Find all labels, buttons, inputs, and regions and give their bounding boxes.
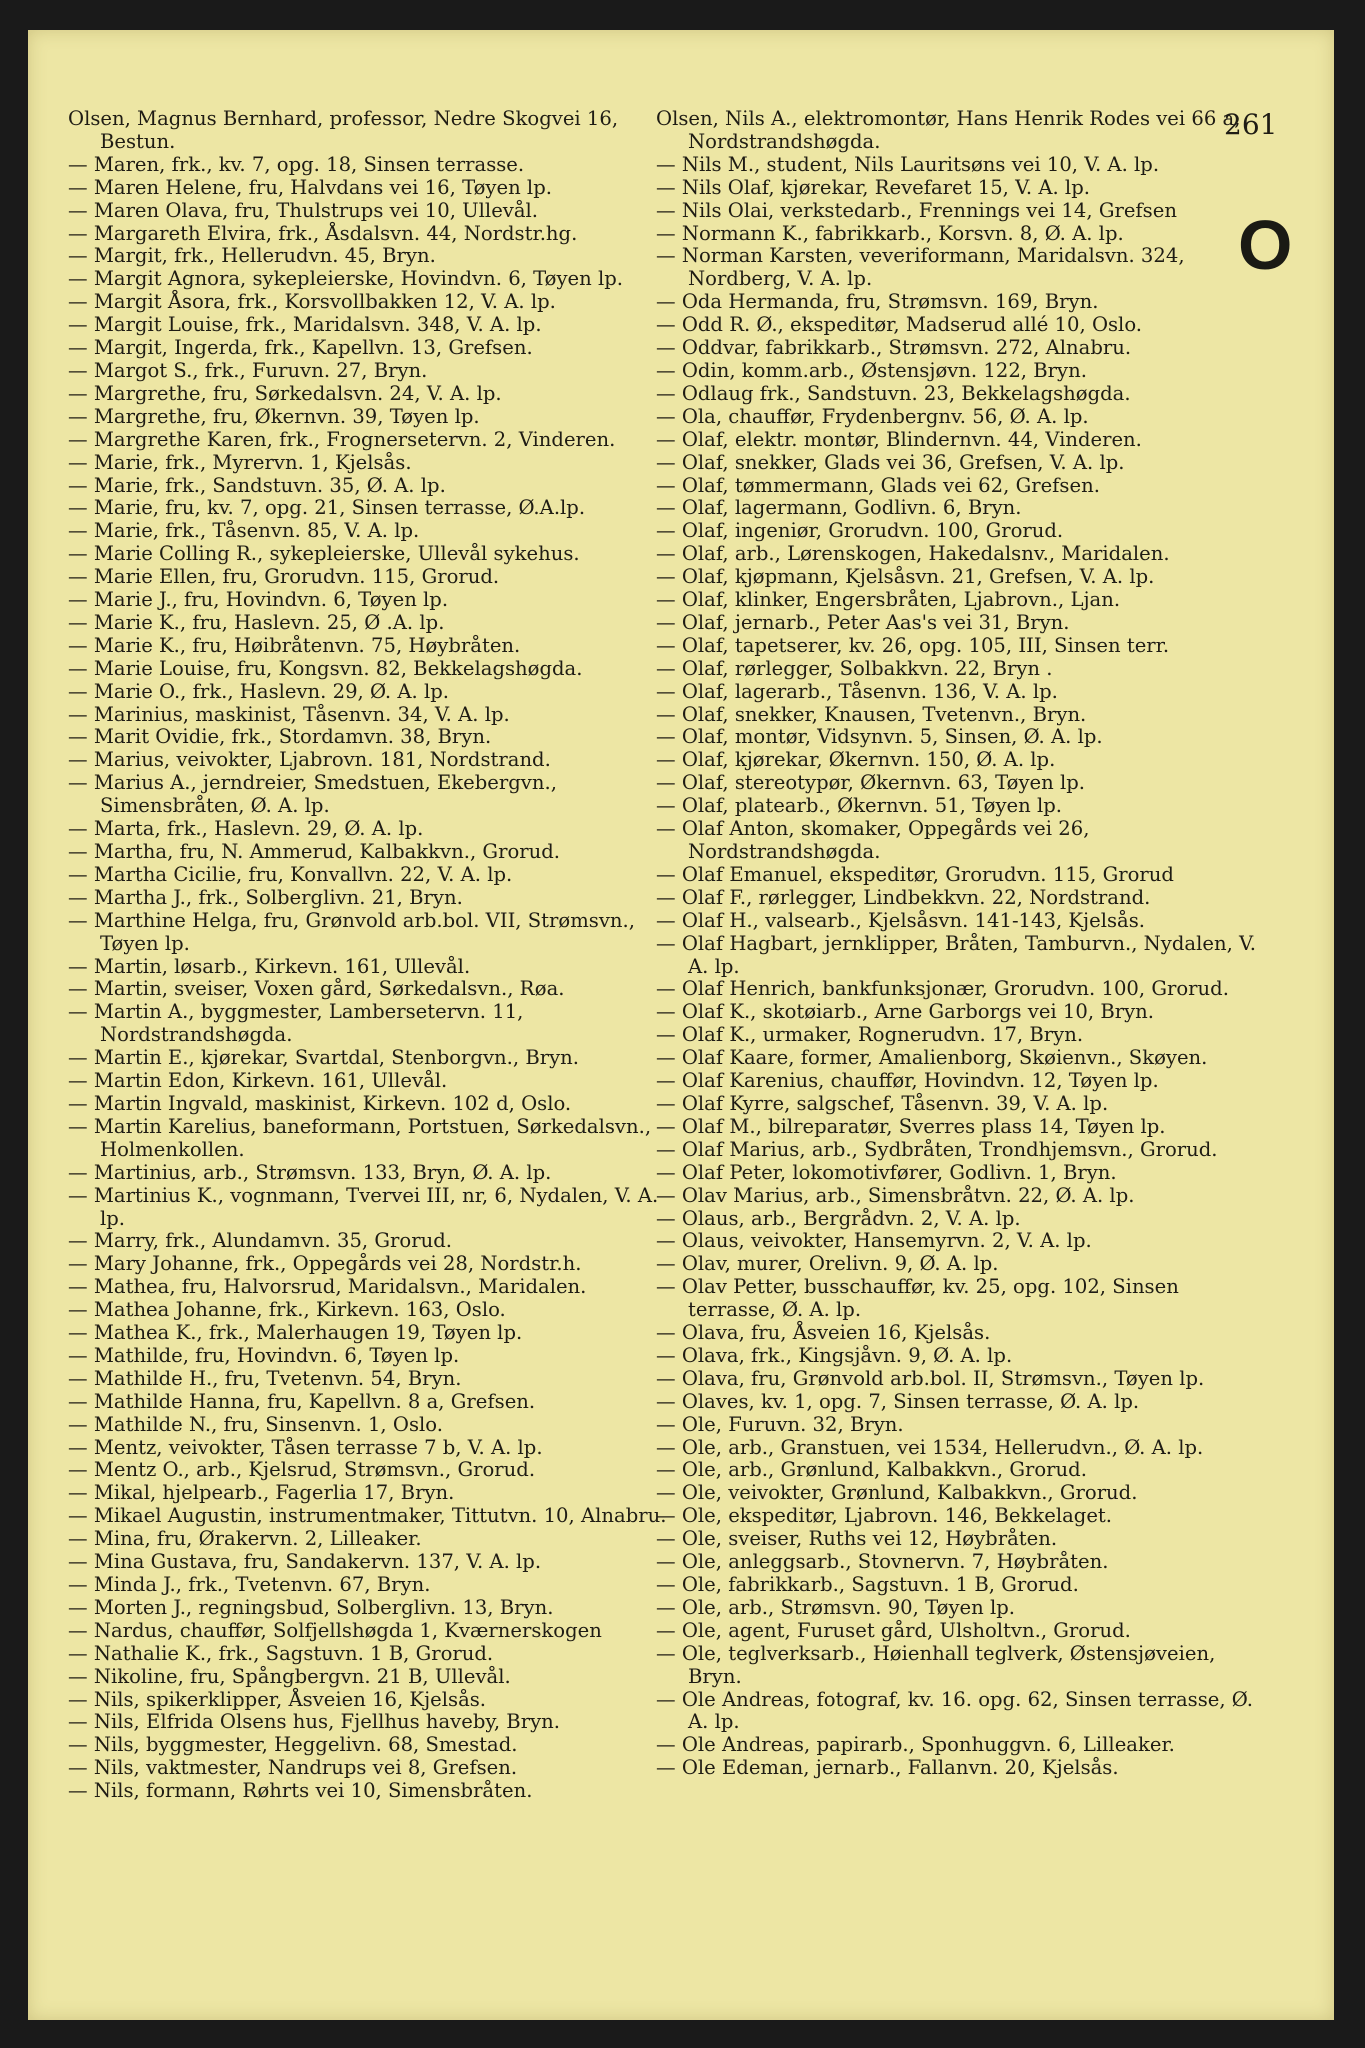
directory-entry: — Margit Agnora, sykepleierske, Hovindvn. 6, Tøyen lp. bbox=[68, 267, 624, 291]
directory-entry: — Olaf F., rørlegger, Lindbekkvn. 22, Nordstrand. bbox=[656, 885, 1151, 909]
directory-entry: — Ola, chauffør, Frydenbergnv. 56, Ø. A. lp. bbox=[656, 404, 1089, 428]
directory-entry: — Nils, spikerklipper, Åsveien 16, Kjelsås. bbox=[68, 1687, 487, 1711]
directory-entry: — Marie Louise, fru, Kongsvn. 82, Bekkelagshøgda. bbox=[68, 656, 583, 680]
directory-entry: — Olaf, montør, Vidsynvn. 5, Sinsen, Ø. A. lp. bbox=[656, 725, 1103, 749]
directory-entry: — Olava, fru, Åsveien 16, Kjelsås. bbox=[656, 1321, 991, 1345]
directory-entry: — Mina Gustava, fru, Sandakervn. 137, V. A. lp. bbox=[68, 1550, 542, 1574]
directory-entry: — Olaf, klinker, Engersbråten, Ljabrovn., Ljan. bbox=[656, 588, 1121, 612]
directory-entry: — Olaf, elektr. montør, Blindernvn. 44, Vinderen. bbox=[656, 427, 1142, 451]
directory-entry: — Nardus, chauffør, Solfjellshøgda 1, Kværnerskogen bbox=[68, 1618, 602, 1642]
directory-entry: — Ole Edeman, jernarb., Fallanvn. 20, Kjelsås. bbox=[656, 1756, 1119, 1780]
directory-entry: — Marie J., fru, Hovindvn. 6, Tøyen lp. bbox=[68, 588, 449, 612]
directory-entry: — Mathilde, fru, Hovindvn. 6, Tøyen lp. bbox=[68, 1343, 460, 1367]
directory-entry: — Maren Helene, fru, Halvdans vei 16, Tøyen lp. bbox=[68, 175, 552, 199]
directory-entry: — Olaf, kjørekar, Økernvn. 150, Ø. A. lp. bbox=[656, 748, 1056, 772]
directory-page bbox=[28, 30, 1334, 2020]
directory-entry: — Olaf, arb., Lørenskogen, Hakedalsnv., Maridalen. bbox=[656, 542, 1170, 566]
directory-entry: — Marie, frk., Sandstuvn. 35, Ø. A. lp. bbox=[68, 473, 446, 497]
directory-entry: — Marius, veivokter, Ljabrovn. 181, Nordstrand. bbox=[68, 748, 551, 772]
directory-entry: — Nils, byggmester, Heggelivn. 68, Smestad. bbox=[68, 1733, 518, 1757]
directory-entry: — Ole, Furuvn. 32, Bryn. bbox=[656, 1412, 904, 1436]
directory-entry: — Olav, murer, Orelivn. 9, Ø. A. lp. bbox=[656, 1252, 999, 1276]
directory-entry: — Ole, arb., Grønlund, Kalbakkvn., Grorud. bbox=[656, 1458, 1087, 1482]
directory-entry: — Martha Cicilie, fru, Konvallvn. 22, V. A. lp. bbox=[68, 862, 513, 886]
directory-entry: — Martin, sveiser, Voxen gård, Sørkedalsvn., Røa. bbox=[68, 977, 565, 1001]
directory-entry: — Mary Johanne, frk., Oppegårds vei 28, Nordstr.h. bbox=[68, 1252, 582, 1276]
directory-entry: — Marie Ellen, fru, Grorudvn. 115, Grorud. bbox=[68, 565, 500, 589]
directory-entry: — Mentz, veivokter, Tåsen terrasse 7 b, V. A. lp. bbox=[68, 1435, 543, 1459]
directory-entry: — Marie, frk., Tåsenvn. 85, V. A. lp. bbox=[68, 519, 420, 543]
directory-entry: — Margit Åsora, frk., Korsvollbakken 12, V. A. lp. bbox=[68, 290, 556, 314]
directory-entry: — Olaf, rørlegger, Solbakkvn. 22, Bryn . bbox=[656, 656, 1053, 680]
directory-entry: — Nils, vaktmester, Nandrups vei 8, Grefsen. bbox=[68, 1756, 518, 1780]
directory-entry: — Martinius K., vognmann, Tvervei III, nr, 6, Nydalen, V. A. lp. bbox=[68, 1183, 659, 1230]
directory-entry: — Margot S., frk., Furuvn. 27, Bryn. bbox=[68, 358, 428, 382]
directory-entry: — Marie Colling R., sykepleierske, Ullevål sykehus. bbox=[68, 542, 580, 566]
directory-entry: — Normann K., fabrikkarb., Korsvn. 8, Ø. A. lp. bbox=[656, 221, 1124, 245]
directory-entry: — Nathalie K., frk., Sagstuvn. 1 B, Grorud. bbox=[68, 1641, 494, 1665]
directory-entry: — Olaf K., urmaker, Rognerudvn. 17, Bryn. bbox=[656, 1023, 1084, 1047]
directory-entry: — Morten J., regningsbud, Solberglivn. 13, Bryn. bbox=[68, 1595, 554, 1619]
directory-entry: Olsen, Nils A., elektromontør, Hans Henrik Rodes vei 66 a, Nordstrandshøgda. bbox=[656, 107, 1241, 153]
directory-entry: — Nikoline, fru, Spångbergvn. 21 B, Ullevål. bbox=[68, 1664, 511, 1688]
directory-entry: — Ole, veivokter, Grønlund, Kalbakkvn., Grorud. bbox=[656, 1481, 1138, 1505]
directory-entry: — Olaus, arb., Bergrådvn. 2, V. A. lp. bbox=[656, 1206, 1021, 1230]
directory-entry: — Nils Olaf, kjørekar, Revefaret 15, V. A. lp. bbox=[656, 175, 1090, 199]
directory-entry: — Oda Hermanda, fru, Strømsvn. 169, Bryn. bbox=[656, 290, 1099, 314]
directory-entry: — Mathea, fru, Halvorsrud, Maridalsvn., Maridalen. bbox=[68, 1275, 587, 1299]
directory-entry: — Maren Olava, fru, Thulstrups vei 10, Ullevål. bbox=[68, 198, 539, 222]
directory-entry: — Olav Petter, busschauffør, kv. 25, opg. 102, Sinsen terrasse, Ø. A. lp. bbox=[656, 1275, 1179, 1322]
section-letter: O bbox=[1238, 206, 1293, 284]
directory-entry: — Olaf Emanuel, ekspeditør, Grorudvn. 115, Grorud bbox=[656, 862, 1174, 886]
directory-entry: — Ole, agent, Furuset gård, Ulsholtvn., Grorud. bbox=[656, 1618, 1131, 1642]
directory-entry: — Marie, frk., Myrervn. 1, Kjelsås. bbox=[68, 450, 412, 474]
directory-entry: — Olav Marius, arb., Simensbråtvn. 22, Ø. A. lp. bbox=[656, 1183, 1135, 1207]
directory-entry: — Nils M., student, Nils Lauritsøns vei 10, V. A. lp. bbox=[656, 152, 1160, 176]
directory-entry: — Marie K., fru, Haslevn. 25, Ø .A. lp. bbox=[68, 610, 445, 634]
directory-entry: — Margrethe, fru, Økernvn. 39, Tøyen lp. bbox=[68, 404, 480, 428]
right-column bbox=[656, 108, 1256, 1780]
directory-entry: — Marthine Helga, fru, Grønvold arb.bol. VII, Strømsvn., Tøyen lp. bbox=[68, 908, 636, 955]
directory-entry: — Olaf, ingeniør, Grorudvn. 100, Grorud. bbox=[656, 519, 1064, 543]
directory-entry: — Martin A., byggmester, Lambersetervn. 11, Nordstrandshøgda. bbox=[68, 1000, 524, 1047]
directory-entry: — Martha, fru, N. Ammerud, Kalbakkvn., Grorud. bbox=[68, 840, 560, 863]
directory-entry: — Olaus, veivokter, Hansemyrvn. 2, V. A. lp. bbox=[656, 1229, 1092, 1253]
directory-entry: — Margit Louise, frk., Maridalsvn. 348, V. A. lp. bbox=[68, 313, 542, 337]
directory-entry: — Olaf Hagbart, jernklipper, Bråten, Tamburvn., Nydalen, V. A. lp. bbox=[656, 931, 1256, 978]
directory-entry: — Olaf, jernarb., Peter Aas's vei 31, Bryn. bbox=[656, 610, 1070, 634]
directory-entry: — Ole, sveiser, Ruths vei 12, Høybråten. bbox=[656, 1527, 1058, 1551]
directory-entry: — Martha J., frk., Solberglivn. 21, Bryn. bbox=[68, 885, 463, 909]
directory-entry: — Olaf, snekker, Glads vei 36, Grefsen, V. A. lp. bbox=[656, 450, 1125, 474]
directory-entry: — Marta, frk., Haslevn. 29, Ø. A. lp. bbox=[68, 817, 424, 841]
directory-entry: — Nils, formann, Røhrts vei 10, Simensbråten. bbox=[68, 1779, 533, 1803]
directory-entry: — Minda J., frk., Tvetenvn. 67, Bryn. bbox=[68, 1573, 431, 1596]
directory-entry: — Marie O., frk., Haslevn. 29, Ø. A. lp. bbox=[68, 679, 450, 703]
directory-entry: — Martin Edon, Kirkevn. 161, Ullevål. bbox=[68, 1069, 448, 1093]
directory-entry: — Olaf, platearb., Økernvn. 51, Tøyen lp. bbox=[656, 794, 1063, 818]
directory-entry: — Marius A., jerndreier, Smedstuen, Ekebergvn., Simensbråten, Ø. A. lp. bbox=[68, 771, 557, 818]
directory-entry: — Olaf K., skotøiarb., Arne Garborgs vei 10, Bryn. bbox=[656, 1000, 1154, 1024]
directory-entry: Olsen, Magnus Bernhard, professor, Nedre Skogvei 16, Bestun. bbox=[68, 107, 619, 153]
directory-entry: — Nils, Elfrida Olsens hus, Fjellhus haveby, Bryn. bbox=[68, 1710, 560, 1734]
directory-entry: — Marry, frk., Alundamvn. 35, Grorud. bbox=[68, 1229, 452, 1253]
directory-entry: — Mina, fru, Ørakervn. 2, Lilleaker. bbox=[68, 1527, 422, 1551]
directory-entry: — Mentz O., arb., Kjelsrud, Strømsvn., Grorud. bbox=[68, 1458, 536, 1482]
directory-entry: — Ole, anleggsarb., Stovnervn. 7, Høybråten. bbox=[656, 1550, 1109, 1574]
directory-entry: — Olaf, snekker, Knausen, Tvetenvn., Bryn. bbox=[656, 702, 1087, 726]
directory-entry: — Olaves, kv. 1, opg. 7, Sinsen terrasse, Ø. A. lp. bbox=[656, 1389, 1140, 1413]
directory-entry: — Ole, arb., Strømsvn. 90, Tøyen lp. bbox=[656, 1595, 1016, 1619]
left-column bbox=[68, 108, 668, 1803]
directory-entry: — Olaf, kjøpmann, Kjelsåsvn. 21, Grefsen, V. A. lp. bbox=[656, 565, 1155, 589]
directory-entry: — Norman Karsten, veveriformann, Maridalsvn. 324, Nordberg, V. A. lp. bbox=[656, 244, 1185, 291]
directory-entry: — Mathea K., frk., Malerhaugen 19, Tøyen lp. bbox=[68, 1321, 523, 1345]
directory-entry: — Marinius, maskinist, Tåsenvn. 34, V. A. lp. bbox=[68, 702, 510, 726]
directory-entry: — Olaf Marius, arb., Sydbråten, Trondhjemsvn., Grorud. bbox=[656, 1137, 1218, 1161]
directory-entry: — Mathea Johanne, frk., Kirkevn. 163, Oslo. bbox=[68, 1298, 506, 1322]
directory-entry: — Mathilde H., fru, Tvetenvn. 54, Bryn. bbox=[68, 1366, 462, 1390]
directory-entry: — Olaf, lagermann, Godlivn. 6, Bryn. bbox=[656, 496, 1022, 520]
directory-entry: — Marit Ovidie, frk., Stordamvn. 38, Bryn. bbox=[68, 725, 492, 749]
directory-entry: — Olaf Peter, lokomotivfører, Godlivn. 1, Bryn. bbox=[656, 1160, 1117, 1184]
directory-entry: — Ole, ekspeditør, Ljabrovn. 146, Bekkelaget. bbox=[656, 1504, 1113, 1528]
directory-entry: — Oddvar, fabrikkarb., Strømsvn. 272, Alnabru. bbox=[656, 336, 1132, 360]
directory-entry: — Margareth Elvira, frk., Åsdalsvn. 44, Nordstr.hg. bbox=[68, 221, 578, 245]
directory-entry: — Margrethe Karen, frk., Frognersetervn. 2, Vinderen. bbox=[68, 427, 616, 451]
directory-entry: — Martin E., kjørekar, Svartdal, Stenborgvn., Bryn. bbox=[68, 1046, 580, 1070]
directory-entry: — Odlaug frk., Sandstuvn. 23, Bekkelagshøgda. bbox=[656, 381, 1131, 405]
directory-entry: — Olaf Karenius, chauffør, Hovindvn. 12, Tøyen lp. bbox=[656, 1069, 1159, 1093]
directory-entry: — Olaf, tømmermann, Glads vei 62, Grefsen. bbox=[656, 473, 1100, 497]
directory-entry: — Olaf H., valsearb., Kjelsåsvn. 141-143, Kjelsås. bbox=[656, 908, 1146, 932]
directory-entry: — Olaf Kyrre, salgschef, Tåsenvn. 39, V. A. lp. bbox=[656, 1091, 1109, 1115]
directory-entry: — Mikal, hjelpearb., Fagerlia 17, Bryn. bbox=[68, 1481, 455, 1505]
directory-entry: — Margit, Ingerda, frk., Kapellvn. 13, Grefsen. bbox=[68, 336, 533, 360]
directory-entry: — Olaf Anton, skomaker, Oppegårds vei 26, Nordstrandshøgda. bbox=[656, 817, 1090, 863]
directory-entry: — Martinius, arb., Strømsvn. 133, Bryn, Ø. A. lp. bbox=[68, 1160, 552, 1184]
directory-entry: — Mathilde N., fru, Sinsenvn. 1, Oslo. bbox=[68, 1412, 443, 1436]
directory-entry: — Olaf, lagerarb., Tåsenvn. 136, V. A. lp. bbox=[656, 679, 1058, 703]
directory-entry: — Marie, fru, kv. 7, opg. 21, Sinsen terrasse, Ø.A.lp. bbox=[68, 496, 586, 520]
directory-entry: — Odd R. Ø., ekspeditør, Madserud allé 10, Oslo. bbox=[656, 313, 1143, 337]
directory-entry: — Maren, frk., kv. 7, opg. 18, Sinsen terrasse. bbox=[68, 152, 525, 176]
directory-entry: — Olava, fru, Grønvold arb.bol. II, Strømsvn., Tøyen lp. bbox=[656, 1366, 1205, 1390]
directory-entry: — Mikael Augustin, instrumentmaker, Tittutvn. 10, Alnabru. bbox=[68, 1504, 667, 1528]
directory-entry: — Ole Andreas, fotograf, kv. 16. opg. 62, Sinsen terrasse, Ø. A. lp. bbox=[656, 1687, 1253, 1734]
directory-entry: — Mathilde Hanna, fru, Kapellvn. 8 a, Grefsen. bbox=[68, 1389, 536, 1413]
directory-entry: — Olaf, tapetserer, kv. 26, opg. 105, III, Sinsen terr. bbox=[656, 633, 1170, 657]
directory-entry: — Ole Andreas, papirarb., Sponhuggvn. 6, Lilleaker. bbox=[656, 1733, 1175, 1757]
directory-entry: — Olaf Henrich, bankfunksjonær, Grorudvn. 100, Grorud. bbox=[656, 977, 1229, 1001]
directory-entry: — Olaf, stereotypør, Økernvn. 63, Tøyen lp. bbox=[656, 771, 1086, 795]
directory-entry: — Martin Ingvald, maskinist, Kirkevn. 102 d, Oslo. bbox=[68, 1091, 572, 1115]
directory-entry: — Martin, løsarb., Kirkevn. 161, Ullevål. bbox=[68, 954, 471, 978]
directory-entry: — Nils Olai, verkstedarb., Frennings vei 14, Grefsen bbox=[656, 198, 1177, 222]
directory-entry: — Ole, teglverksarb., Høienhall teglverk, Østensjøveien, Bryn. bbox=[656, 1641, 1216, 1688]
directory-entry: — Marie K., fru, Høibråtenvn. 75, Høybråten. bbox=[68, 633, 521, 657]
directory-entry: — Margit, frk., Hellerudvn. 45, Bryn. bbox=[68, 244, 436, 268]
directory-entry: — Odin, komm.arb., Østensjøvn. 122, Bryn. bbox=[656, 358, 1087, 382]
directory-entry: — Olaf M., bilreparatør, Sverres plass 14, Tøyen lp. bbox=[656, 1114, 1166, 1138]
directory-entry: — Ole, arb., Granstuen, vei 1534, Hellerudvn., Ø. A. lp. bbox=[656, 1435, 1204, 1459]
directory-entry: — Olaf Kaare, former, Amalienborg, Skøienvn., Skøyen. bbox=[656, 1046, 1208, 1070]
directory-entry: — Margrethe, fru, Sørkedalsvn. 24, V. A. lp. bbox=[68, 381, 502, 405]
directory-entry: — Ole, fabrikkarb., Sagstuvn. 1 B, Grorud. bbox=[656, 1573, 1079, 1596]
page-number: 261 bbox=[1224, 108, 1278, 141]
directory-entry: — Martin Karelius, baneformann, Portstuen, Sørkedalsvn., Holmenkollen. bbox=[68, 1114, 652, 1161]
directory-entry: — Olava, frk., Kingsjåvn. 9, Ø. A. lp. bbox=[656, 1343, 1013, 1367]
